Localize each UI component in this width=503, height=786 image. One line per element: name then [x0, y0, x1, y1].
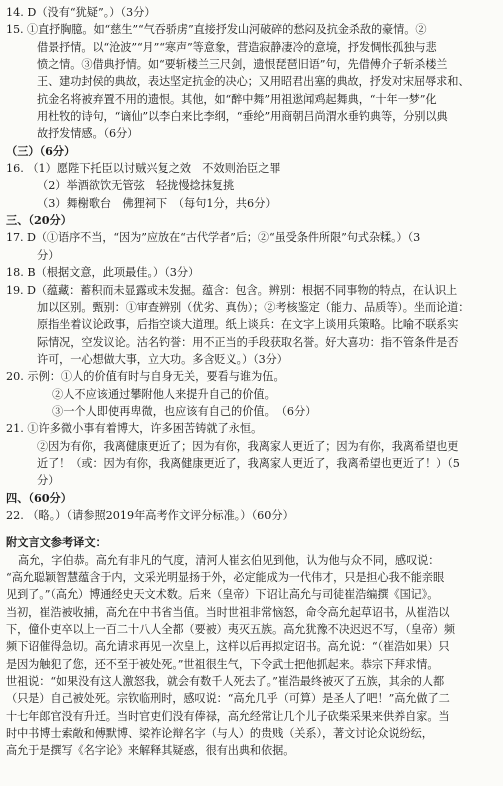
answer-16-line-2: （2）举酒欲饮无管弦 轻拢慢捻抹复挑 — [37, 179, 235, 193]
translation-line-7: 是因为触犯了您，还不至于被处死。”世祖很生气，下令武士把他抓起来。恭宗下拜求情。 — [6, 657, 439, 671]
answer-19-line-4: 际情况，空发议论。沽名钓誉：用不正当的手段获取名誉。好大喜功：指不管条件是否 — [37, 335, 459, 349]
translation-line-1: 高允，字伯恭。高允有非凡的气度，清河人崔玄伯见到他，认为他与众不同，感叹说： — [18, 553, 440, 567]
translation-line-8: 世祖说：“如果没有这人激怒我，就会有数千人死去了。”崔浩最终被灭了五族，其余的人都 — [6, 675, 445, 689]
answer-19-line-5: 许可，一心想做大事，立大功。多含贬义。）（3分） — [37, 352, 288, 366]
answer-17-line-2: 分） — [37, 248, 60, 262]
answer-19-line-1: 19. D（蕴藏：蓄积而未显露或未发掘。蕴含：包含。辨别：根据不同事物的特点，在认识上 — [6, 283, 458, 297]
part-3-heading: 三、（20分） — [6, 213, 72, 228]
answer-21-line-3: 近了！（或：因为有你，我离健康更近了，我离家人更近了，我离希望也更近了！）（5 — [37, 456, 460, 470]
answer-20-line-1: 20. 示例：①人的价值有时与自身无关，要看与谁为伍。 — [6, 370, 285, 384]
answer-19-line-3: 原指坐着议论政事，后指空谈大道理。纸上谈兵：在文字上谈用兵策略。比喻不联系实 — [37, 318, 459, 332]
answer-18: 18. B（根据文意，此项最佳。）（3分） — [6, 266, 200, 280]
answer-15-line-2: 借景抒情。以“沧波”“月”“寒声”等意象，营造寂静凄冷的意境，抒发惆怅孤独与悲 — [37, 40, 437, 54]
answer-19-line-2: 加以区别。甄别：①审查辨别（优劣、真伪）；②考核鉴定（能力、品质等）。坐而论道： — [37, 300, 470, 314]
answer-21-line-1: 21. ①许多微小事有着博大，许多困苦铸就了永恒。 — [6, 422, 263, 436]
answer-15-line-3: 愤之情。③借典抒情。如“要斩楼兰三尺剑，遗恨琵琶旧语”句，先借傅介子斩杀楼兰 — [37, 58, 448, 72]
answer-22: 22. （略。）（请参照2019年高考作文评分标准。）（60分） — [6, 508, 294, 522]
section-3-heading: （三）（6分） — [6, 143, 76, 158]
answer-16-line-3: （3）舞榭歌台 佛狸祠下 （每句1分，共6分） — [37, 196, 277, 210]
translation-line-3: 见到了。”（高允）博通经史天文术数。后来（皇帝）下诏让高允与司徒崔浩编撰《国记》。 — [6, 588, 439, 602]
answer-15-line-5: 抗金名将被弃置不用的遗恨。其他，如“醉中舞”用祖逖闻鸡起舞典，“十年一梦”化 — [37, 92, 437, 106]
translation-line-2: “高允聪颖智慧蕴含于内，文采光明显扬于外，必定能成为一代伟才，只是担心我不能亲眼 — [6, 571, 445, 584]
answer-17-line-1: 17. D（①语序不当，“因为”应放在“古代学者”后；②“虽受条件所限”句式杂糅。）（3 — [6, 231, 421, 245]
answer-21-line-2: ②因为有你，我离健康更近了；因为有你，我离家人更近了；因为有你，我离希望也更 — [37, 439, 459, 453]
answer-21-line-4: 分） — [37, 474, 60, 488]
translation-line-9: （只是）自己被处死。宗钦临刑时，感叹说：“高允几乎（可算）是圣人了吧！”高允做了二 — [6, 692, 450, 706]
answer-16-line-1: 16. （1）愿陛下托臣以讨贼兴复之效 不效则治臣之罪 — [6, 162, 281, 176]
translation-line-6: 频下诏催得急切。高允请求再见一次皇上，这样以后再拟定诏书。高允说：“（崔浩如果）只 — [6, 640, 450, 654]
answer-20-line-3: ③一个人即使再卑微，也应该有自己的价值。 （6分） — [52, 404, 317, 418]
part-4-heading: 四、（60分） — [6, 490, 72, 505]
answer-15-line-4: 王、建功封侯的典故，表达坚定抗金的决心；又用昭君出塞的典故，抒发对宋屈辱求和、 — [37, 75, 470, 89]
answer-15-line-1: 15. ①直抒胸臆。如“慈生”“气吞骄虏”直接抒发山河破碎的愁闷及抗金杀敌的豪情。② — [6, 23, 427, 37]
answer-15-line-6: 用杜牧的诗句，“谪仙”以李白来比李纲，“垂纶”用商朝吕尚渭水垂钓典等，分别以典 — [37, 110, 448, 124]
answer-15-line-7: 故抒发情感。（6分） — [37, 127, 139, 141]
answer-14: 14. D（没有“犹疑”。）（3分） — [6, 6, 156, 19]
translation-line-5: 下，僮仆吏卒以上一百二十八人全都（要被）夷灭五族。高允犹豫不决迟迟不写，（皇帝）频 — [6, 623, 455, 637]
translation-heading: 附文言文参考译文： — [6, 535, 107, 550]
translation-line-11: 时中书博士索敞和傅默博、梁祚论辩名字（与人）的贵贱（关系），著文讨论众说纷纭， — [6, 727, 433, 741]
translation-line-4: 当初，崔浩被收捕，高允在中书省当值。当时世祖非常恼怒，命令高允起草诏书，从崔浩以 — [6, 605, 450, 619]
answer-20-line-2: ②人不应该通过攀附他人来提升自己的价值。 — [52, 387, 276, 401]
translation-line-10: 十七年郎官没有升迁。当时官吏们没有俸禄，高允经常让几个儿子砍柴采果来供养自家。当 — [6, 709, 450, 723]
translation-line-12: 高允于是撰写《名字论》来解释其疑惑，很有出典和依据。 — [6, 744, 295, 758]
